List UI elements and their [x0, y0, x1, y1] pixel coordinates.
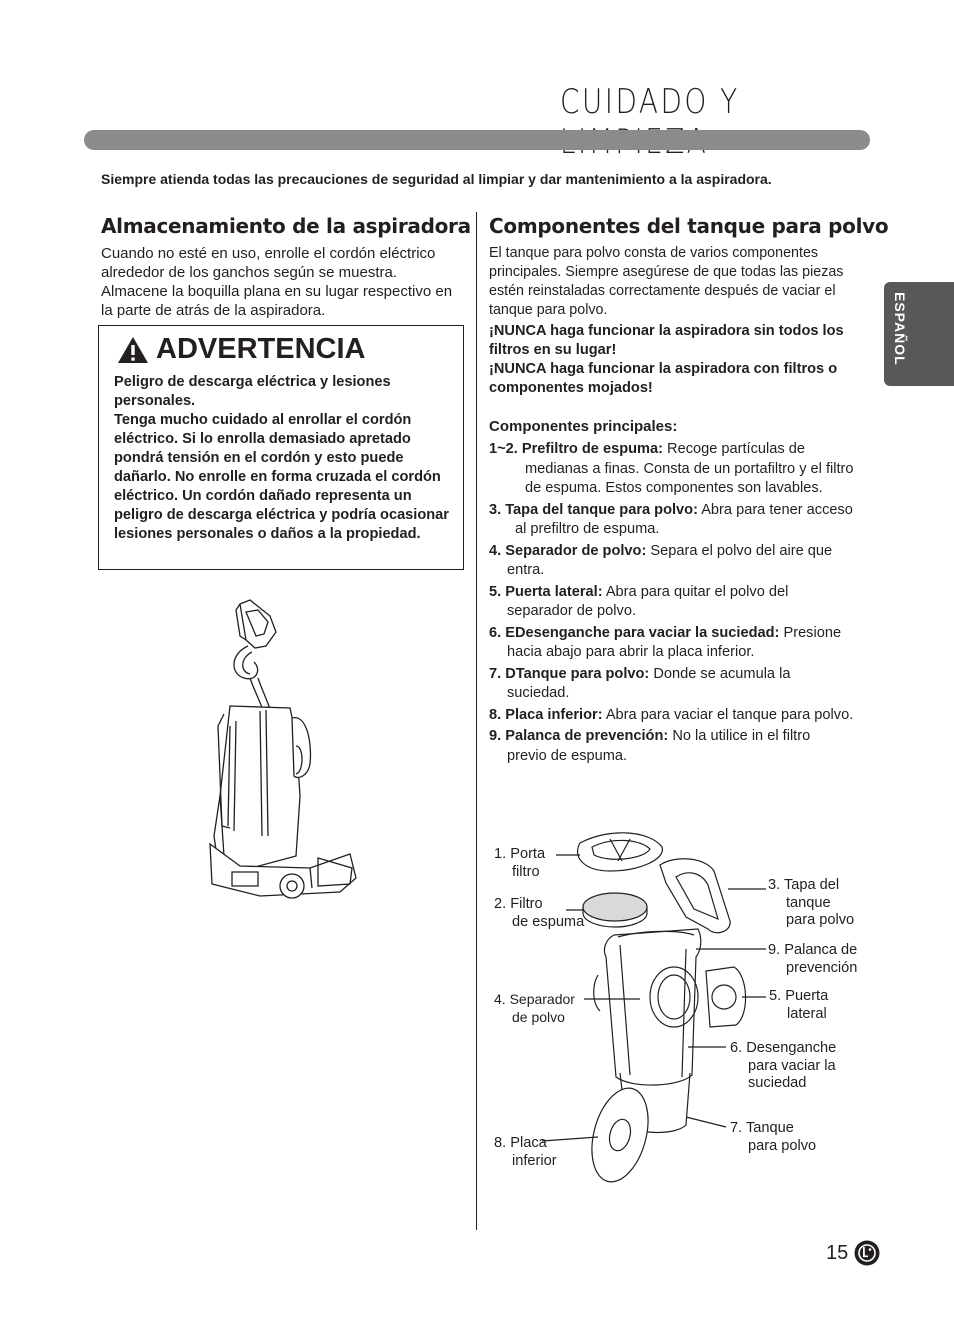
list-item	[489, 583, 854, 622]
item-term: 3. Tapa del tanque para polvo:	[489, 501, 698, 518]
item-desc: No la utilice in el filtro previo de espuma.	[507, 728, 811, 764]
label-line: 1. Porta	[494, 846, 546, 862]
label-line: tanque	[786, 894, 831, 911]
item-desc: Separa el polvo del aire que entra.	[507, 542, 833, 578]
item-desc: Abra para quitar el polvo del separador de polvo.	[507, 583, 789, 619]
page-number: 15	[826, 1242, 849, 1264]
label-palanca	[768, 942, 857, 977]
label-line: 6. Desenganche	[730, 1040, 837, 1056]
language-tab-label: ESPAÑOL	[892, 292, 908, 366]
label-line: de espuma	[512, 913, 585, 930]
label-filtro-espuma	[494, 896, 584, 931]
item-desc: Abra para vaciar el tanque para polvo.	[605, 706, 854, 723]
item-term: 5. Puerta lateral:	[489, 583, 603, 600]
label-line: 3. Tapa del	[768, 877, 840, 893]
never-warning-2: ¡NUNCA haga funcionar la aspiradora con filtros o componentes mojados!	[489, 361, 838, 396]
label-line: 9. Palanca de	[768, 942, 858, 958]
item-term: 1~2. Prefiltro de espuma:	[489, 441, 663, 457]
label-porta-filtro	[494, 846, 545, 881]
label-desenganche	[730, 1040, 836, 1093]
warning-line-1: Peligro de descarga eléctrica y lesiones personales.	[114, 374, 391, 409]
warning-title-text: ADVERTENCIA	[156, 333, 366, 365]
label-tanque-polvo	[730, 1120, 816, 1155]
item-desc: Recoge partículas de medianas a finas. Consta de un portafiltro y el filtro de espuma. Estos componentes son lavables.	[525, 441, 854, 496]
title-bar	[84, 130, 870, 150]
item-term: 6. EDesenganche para vaciar la suciedad:	[489, 624, 780, 641]
list-item	[489, 501, 854, 540]
item-desc: Abra para tener acceso al prefiltro de espuma.	[515, 501, 853, 537]
warning-title	[116, 333, 365, 366]
item-desc: Presione hacia abajo para abrir la placa inferior.	[507, 624, 842, 660]
label-line: suciedad	[748, 1075, 807, 1091]
list-item	[489, 706, 854, 726]
label-line: de polvo	[512, 1008, 565, 1025]
page-title: CUIDADO Y	[560, 82, 740, 122]
item-term: 8. Placa inferior:	[489, 706, 603, 723]
label-line: filtro	[512, 863, 540, 880]
label-separador	[494, 991, 575, 1026]
item-term: 9. Palanca de prevención:	[489, 728, 669, 744]
warning-line-2: Tenga mucho cuidado al enrollar el cordón eléctrico. Si lo enrolla demasiado apretado pondrá tensión en el cordón y esto puede dañarlo. No enrolle en forma cruzada el cordón eléctrico. Un cordón dañado representa un peligro de descarga eléctrica y podría ocasionar lesiones personales o daños a la propiedad.	[114, 412, 449, 542]
storage-body: Cuando no esté en uso, enrolle el cordón eléctrico alrededor de los ganchos según se muestra. Almacene la boquilla plana en su lugar respectivo en la parte de atrás de la aspiradora.	[101, 245, 453, 319]
components-list	[489, 440, 854, 768]
label-line: para polvo	[748, 1137, 817, 1154]
label-line: 7. Tanque	[730, 1120, 794, 1136]
components-body: El tanque para polvo consta de varios componentes principales. Siempre asegúrese de que todas las piezas estén reinstaladas correctamente después de vaciar el tanque para polvo.	[489, 245, 844, 318]
label-line: prevención	[786, 959, 858, 976]
warning-body	[114, 373, 459, 544]
intro-text: Siempre atienda todas las precauciones de seguridad al limpiar y dar mantenimiento a la aspiradora.	[101, 171, 772, 187]
warning-triangle-icon	[116, 335, 150, 365]
list-item	[489, 542, 854, 581]
vacuum-illustration	[200, 596, 360, 901]
list-item	[489, 665, 854, 704]
column-divider	[476, 212, 477, 1230]
list-item	[489, 440, 854, 499]
label-line: 2. Filtro	[494, 896, 543, 912]
list-item	[489, 727, 854, 766]
item-term: 7. DTanque para polvo:	[489, 665, 650, 682]
never-warnings	[489, 322, 854, 398]
label-line: 5. Puerta	[769, 988, 829, 1004]
lg-logo-icon	[854, 1240, 880, 1266]
item-desc: Donde se acumula la suciedad.	[507, 665, 791, 701]
label-line: para polvo	[786, 912, 855, 928]
label-line: 8. Placa	[494, 1135, 547, 1151]
label-tapa-tanque	[768, 877, 854, 930]
list-item	[489, 624, 854, 663]
never-warning-1: ¡NUNCA haga funcionar la aspiradora sin todos los filtros en su lugar!	[489, 323, 844, 358]
label-placa-inferior	[494, 1135, 557, 1170]
components-heading: Componentes del tanque para polvo	[489, 214, 889, 238]
label-line: lateral	[787, 1005, 827, 1022]
label-line: para vaciar la	[748, 1057, 836, 1074]
storage-heading: Almacenamiento de la aspiradora	[101, 214, 471, 238]
label-line: 4. Separador	[494, 991, 575, 1007]
main-components-heading: Componentes principales:	[489, 418, 678, 435]
item-term: 4. Separador de polvo:	[489, 542, 647, 559]
label-line: inferior	[512, 1152, 557, 1169]
label-puerta-lateral	[769, 988, 828, 1023]
